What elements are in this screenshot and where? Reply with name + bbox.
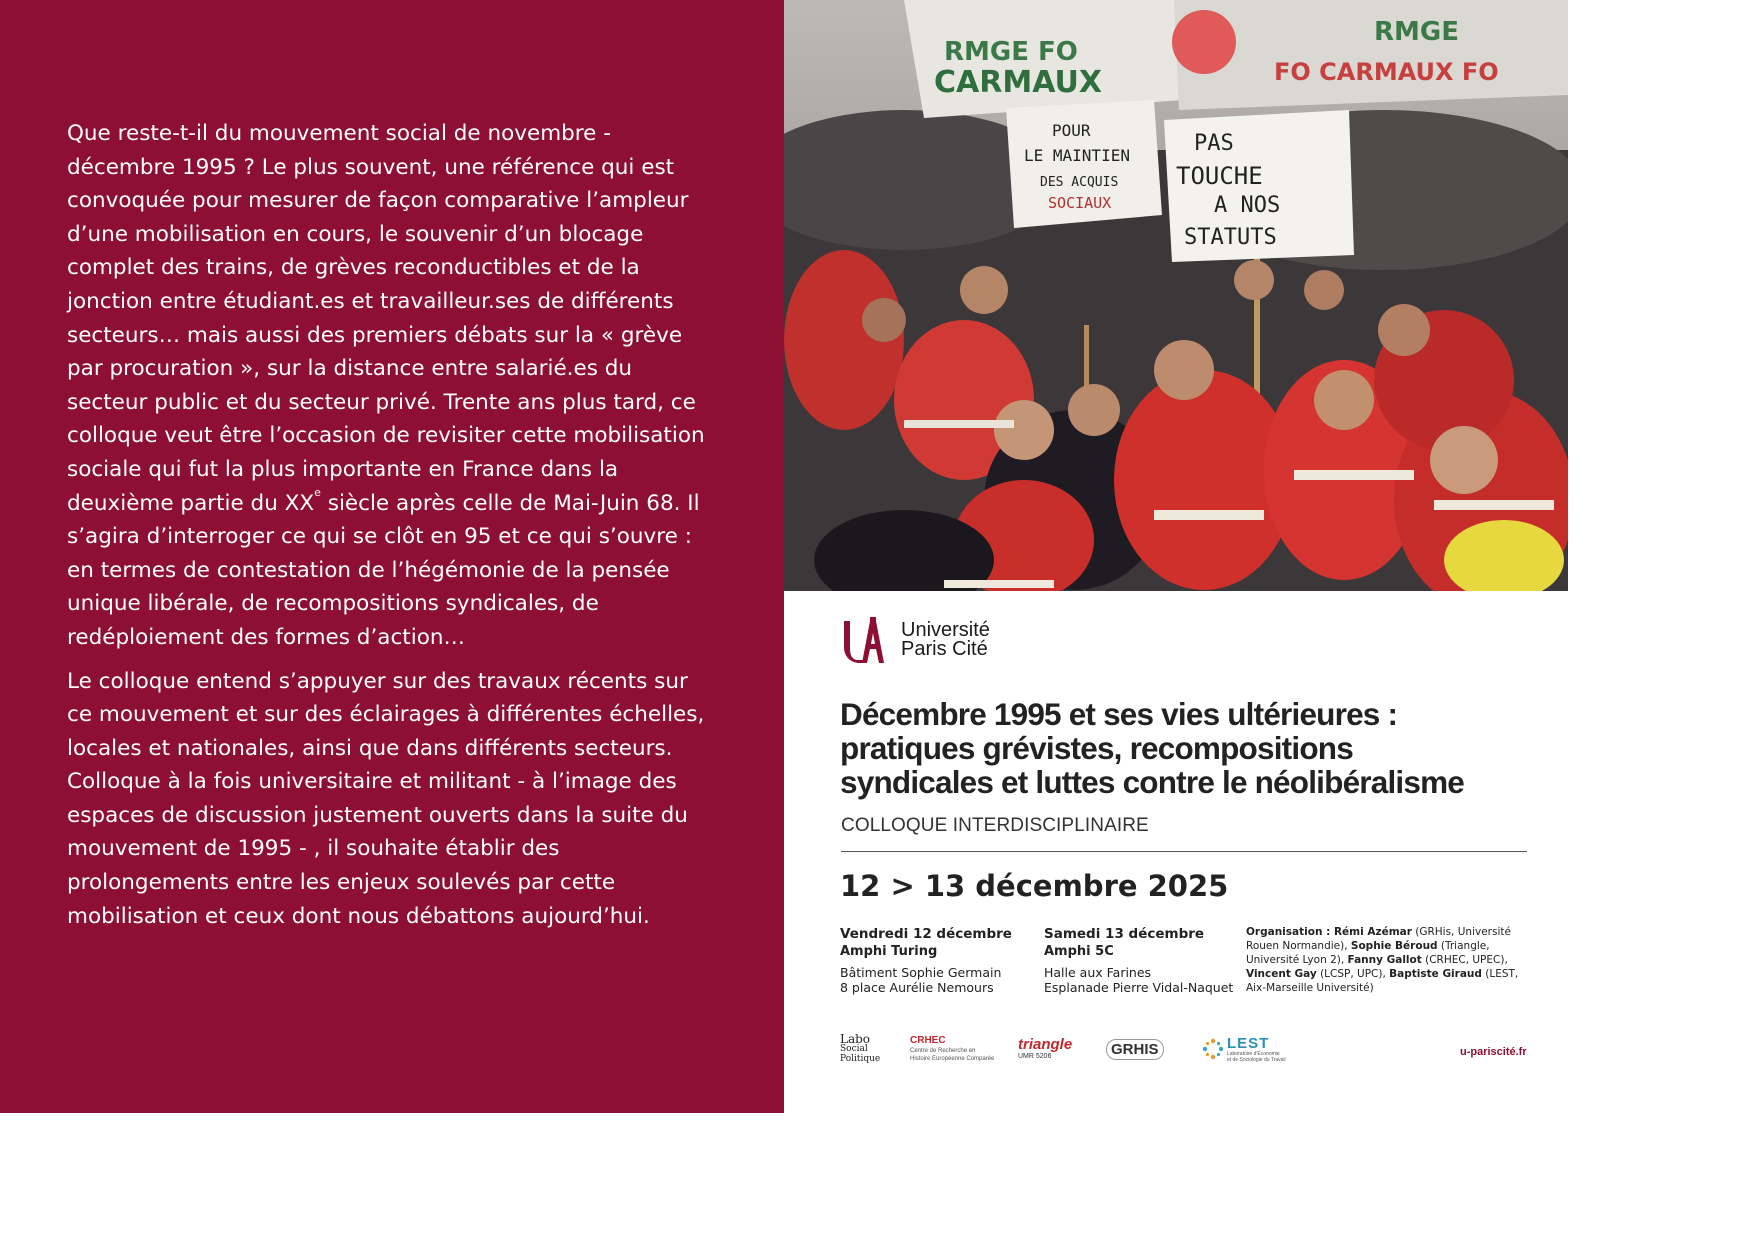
lest-logo-name: LEST [1227,1034,1270,1052]
day-1-title: Vendredi 12 décembre [840,926,1012,942]
university-name-line-1: Université [901,619,990,641]
day-2-info [1044,925,1233,995]
organiser-name: Baptiste Giraud [1389,968,1482,980]
banner-right-line-2: FO CARMAUX FO [1274,58,1499,86]
day-1-address-line-2: 8 place Aurélie Nemours [840,980,994,995]
intro-paragraph-1 [67,117,717,655]
crhec-logo-name: CRHEC [910,1035,946,1046]
organiser-name: Vincent Gay [1246,968,1317,980]
intro-paragraph-2: Le colloque entend s’appuyer sur des travaux récents sur ce mouvement et sur des éclairages à différentes échelles, locales et nationales, ainsi que dans différents secteurs. Colloque à la fois universitaire et militant - à l’image des espaces de discussion justement ouverts dans la suite du mouvement de 1995 - , il souhaite établir des prolongements entre les enjeux soulevés par cette mobilisation et ceux dont nous débattons aujourd’hui. [67,668,705,929]
intro-text [67,117,717,943]
lest-dots-icon [1202,1038,1224,1060]
left-panel [0,0,784,1113]
sign1-line-2: LE MAINTIEN [1024,146,1130,165]
sign2-line-3: A NOS [1214,193,1281,218]
day-1-info [840,925,1012,995]
event-subtitle: COLLOQUE INTERDISCIPLINAIRE [841,815,1149,836]
day-2-room: Amphi 5C [1044,944,1114,959]
banner-left-line-1: RMGE FO [944,37,1078,67]
banner-left-line-2: CARMAUX [934,65,1102,100]
event-dates: 12 > 13 décembre 2025 [840,869,1229,903]
century-superscript: e [314,485,321,499]
lest-logo-sub-2: et de Sociologie du Travail [1227,1056,1286,1063]
day-1-address-line-1: Bâtiment Sophie Germain [840,965,1002,980]
organiser-affiliation: (Triangle, Université Lyon 2), [1246,940,1490,966]
lest-logo [1202,1029,1286,1069]
website-link[interactable]: u-pariscité.fr [1460,1046,1527,1058]
triangle-logo [1018,1029,1072,1069]
organiser-affiliation: (CRHEC, UPEC), [1421,954,1508,966]
labo-social-politique-logo [840,1029,880,1069]
event-title-line-1: Décembre 1995 et ses vies ultérieures : [840,696,1398,732]
sign1-line-4: SOCIAUX [1048,194,1112,212]
organiser-affiliation: (LCSP, UPC), [1316,968,1390,980]
triangle-logo-name: triangle [1018,1035,1073,1053]
event-title-line-3: syndicales et luttes contre le néolibéralisme [840,764,1465,800]
sign1-line-3: DES ACQUIS [1040,175,1119,190]
sign2-line-4: STATUTS [1184,225,1277,250]
day-2-address-line-1: Halle aux Farines [1044,965,1152,980]
university-name [901,621,990,659]
sign1-line-1: POUR [1052,121,1091,140]
labo-logo-line-2: Social [840,1044,868,1054]
day-1-room: Amphi Turing [840,944,938,959]
university-logo-icon [840,615,890,665]
organiser-affiliation: (LEST, Aix-Marseille Université) [1246,968,1519,994]
banner-right-line-1: RMGE [1374,17,1459,47]
event-title-line-2: pratiques grévistes, recompositions [840,730,1353,766]
day-2-title: Samedi 13 décembre [1044,926,1205,942]
crhec-logo [910,1029,994,1069]
lest-logo-sub-1: Laboratoire d'Économie [1227,1050,1280,1057]
event-title [840,697,1540,799]
organiser-name: Fanny Gallot [1347,954,1422,966]
sign2-line-2: TOUCHE [1176,162,1263,190]
intro-paragraph-1-text: Que reste-t-il du mouvement social de novembre - décembre 1995 ? Le plus souvent, une référence qui est convoquée pour mesurer de façon comparative l’ampleur d’une mobilisation en cours, le souvenir d’un blocage complet des trains, de grèves reconductibles et de la jonction entre étudiant.es et travailleur.ses de différents secteurs… mais aussi des premiers débats sur la « grève par procuration », sur la distance entre salarié.es du secteur public et du secteur privé. Trente ans plus tard, ce colloque veut être l’occasion de revisiter cette mobilisation sociale qui fut la plus importante en France dans la deuxième partie du XX [67,121,705,516]
event-info-panel [784,591,1568,1113]
organiser-name: Rémi Azémar [1333,926,1412,938]
organisation-label: Organisation : [1246,926,1334,938]
protest-photo [784,0,1568,591]
universite-paris-cite-logo [840,615,990,665]
grhis-logo-name: GRHIS [1106,1039,1164,1060]
organisation-credits [1246,925,1538,995]
partner-logos [840,1029,1540,1069]
crhec-logo-sub-2: Histoire Européenne Comparée [910,1056,995,1062]
university-name-line-2: Paris Cité [901,638,988,660]
organiser-name: Sophie Béroud [1350,940,1438,952]
crhec-logo-sub-1: Centre de Recherche en [910,1048,976,1054]
labo-logo-line-3: Politique [840,1054,881,1064]
grhis-logo [1106,1029,1164,1069]
labo-logo-line-1: Labo [840,1032,871,1046]
banner-left [904,0,1184,118]
day-2-address-line-2: Esplanade Pierre Vidal-Naquet [1044,980,1234,995]
banner-right [1172,0,1568,110]
organiser-affiliation: (GRHis, Université Rouen Normandie), [1246,926,1511,952]
intro-paragraph-1-end: siècle après celle de Mai-Juin 68. Il s’agira d’interroger ce qui se clôt en 95 et ce qui s’ouvre : en termes de contestation de l’hégémonie de la pensée unique libérale, de recompositions syndicales, de redéploiement des formes d’action… [67,490,700,650]
triangle-logo-sub: UMR 5206 [1018,1052,1052,1060]
divider [841,851,1527,852]
sign2-line-1: PAS [1194,131,1234,156]
